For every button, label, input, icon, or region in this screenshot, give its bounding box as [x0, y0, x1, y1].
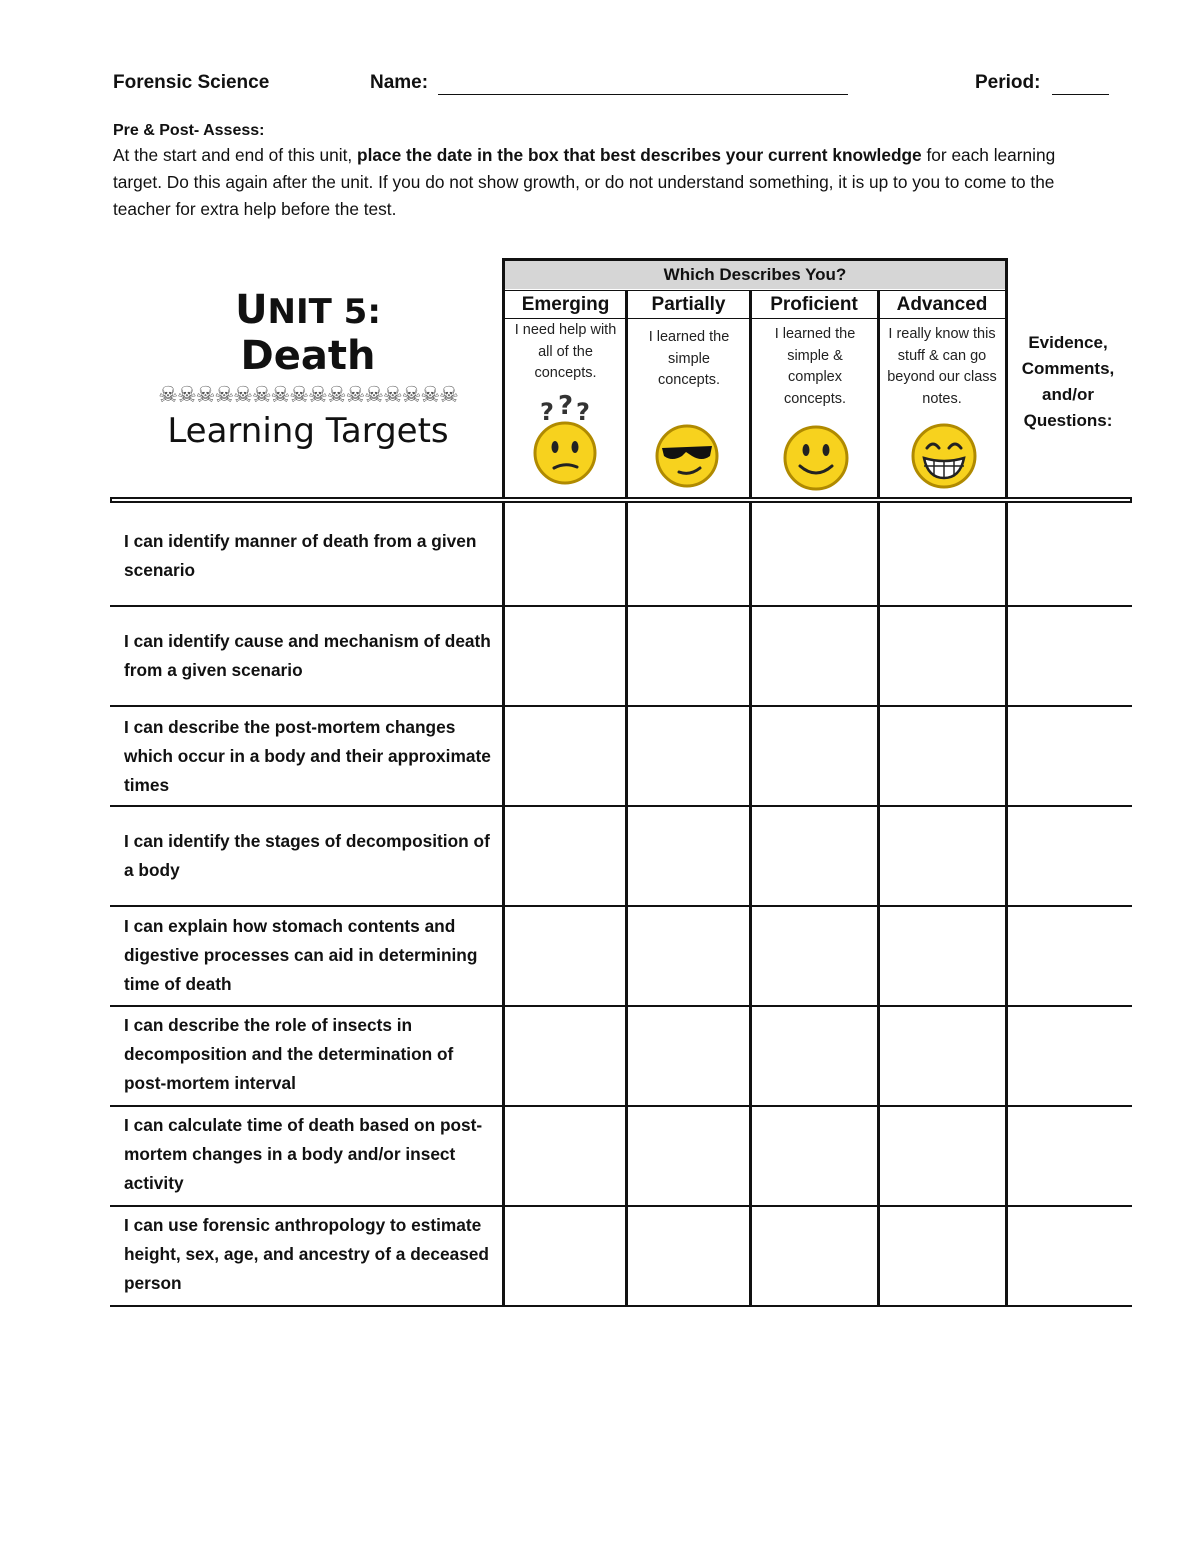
svg-text:?: ?	[540, 398, 554, 426]
course-title: Forensic Science	[113, 72, 270, 93]
unit-title-block	[113, 280, 503, 480]
svg-text:?: ?	[558, 391, 574, 421]
level-desc-advanced: I really know this stuff & can go beyond our class notes.	[887, 326, 997, 407]
target-text: I can identify the stages of decomposition of a body	[124, 831, 490, 880]
instructions-heading: Pre & Post- Assess:	[113, 122, 265, 139]
sunglasses-face-icon	[652, 422, 722, 490]
unit-rest: NIT 5:	[267, 292, 381, 332]
target-text: I can identify manner of death from a given scenario	[124, 531, 477, 580]
svg-text:?: ?	[576, 398, 590, 426]
unit-initial: U	[235, 287, 268, 333]
smile-face-icon	[780, 422, 852, 494]
unit-number	[113, 287, 503, 333]
level-header-emerging: Emerging	[505, 290, 626, 319]
target-row	[110, 707, 1132, 807]
level-header-advanced: Advanced	[879, 290, 1005, 319]
target-row	[110, 807, 1132, 907]
target-row	[110, 907, 1132, 1007]
evidence-header: Evidence, Comments, and/or Questions:	[1021, 333, 1115, 430]
instructions-text-2: for each learning target. Do this again after the unit. If you do not show growth, or do not understand something, it is up to you to come to the teacher for extra help before the test.	[113, 145, 1056, 219]
unit-topic: Death	[240, 333, 376, 379]
skull-border: ☠☠☠☠☠☠☠☠☠☠☠☠☠☠☠☠	[158, 382, 458, 407]
name-label: Name:	[370, 72, 429, 93]
level-desc-partially: I learned the simple concepts.	[648, 329, 730, 388]
learning-targets-title: Learning Targets	[167, 411, 449, 451]
target-row	[110, 607, 1132, 707]
target-text: I can describe the post-mortem changes which occur in a body and their approximate times	[124, 717, 491, 795]
instructions-body	[113, 142, 1098, 223]
target-row	[110, 1007, 1132, 1107]
page-header	[113, 72, 1113, 102]
target-row	[110, 1107, 1132, 1207]
level-desc-emerging: I need help with all of the concepts.	[514, 322, 617, 381]
target-text: I can calculate time of death based on post-mortem changes in a body and/or insect activity	[124, 1115, 483, 1193]
instructions-bold-text: place the date in the box that best describes your current knowledge	[357, 145, 922, 165]
instructions	[113, 120, 1098, 223]
period-field-line[interactable]	[1052, 94, 1109, 95]
grin-face-icon	[908, 420, 980, 492]
instructions-text-1: At the start and end of this unit,	[113, 145, 358, 165]
name-field-line[interactable]	[438, 94, 848, 95]
period-label: Period:	[975, 72, 1041, 93]
level-header-proficient: Proficient	[751, 290, 877, 319]
header-separator	[110, 497, 1132, 503]
target-row	[110, 507, 1132, 607]
confused-face-icon	[528, 390, 602, 488]
target-text: I can identify cause and mechanism of death from a given scenario	[124, 631, 491, 680]
which-describes-you-header: Which Describes You?	[505, 261, 1005, 289]
target-text: I can use forensic anthropology to estimate height, sex, age, and ancestry of a deceased person	[124, 1215, 489, 1293]
target-text: I can explain how stomach contents and digestive processes can aid in determining time of death	[124, 916, 478, 994]
level-desc-proficient: I learned the simple & complex concepts.	[774, 326, 856, 407]
target-row	[110, 1207, 1132, 1307]
target-text: I can describe the role of insects in decomposition and the determination of post-mortem interval	[124, 1015, 454, 1093]
level-header-partially: Partially	[628, 290, 749, 319]
